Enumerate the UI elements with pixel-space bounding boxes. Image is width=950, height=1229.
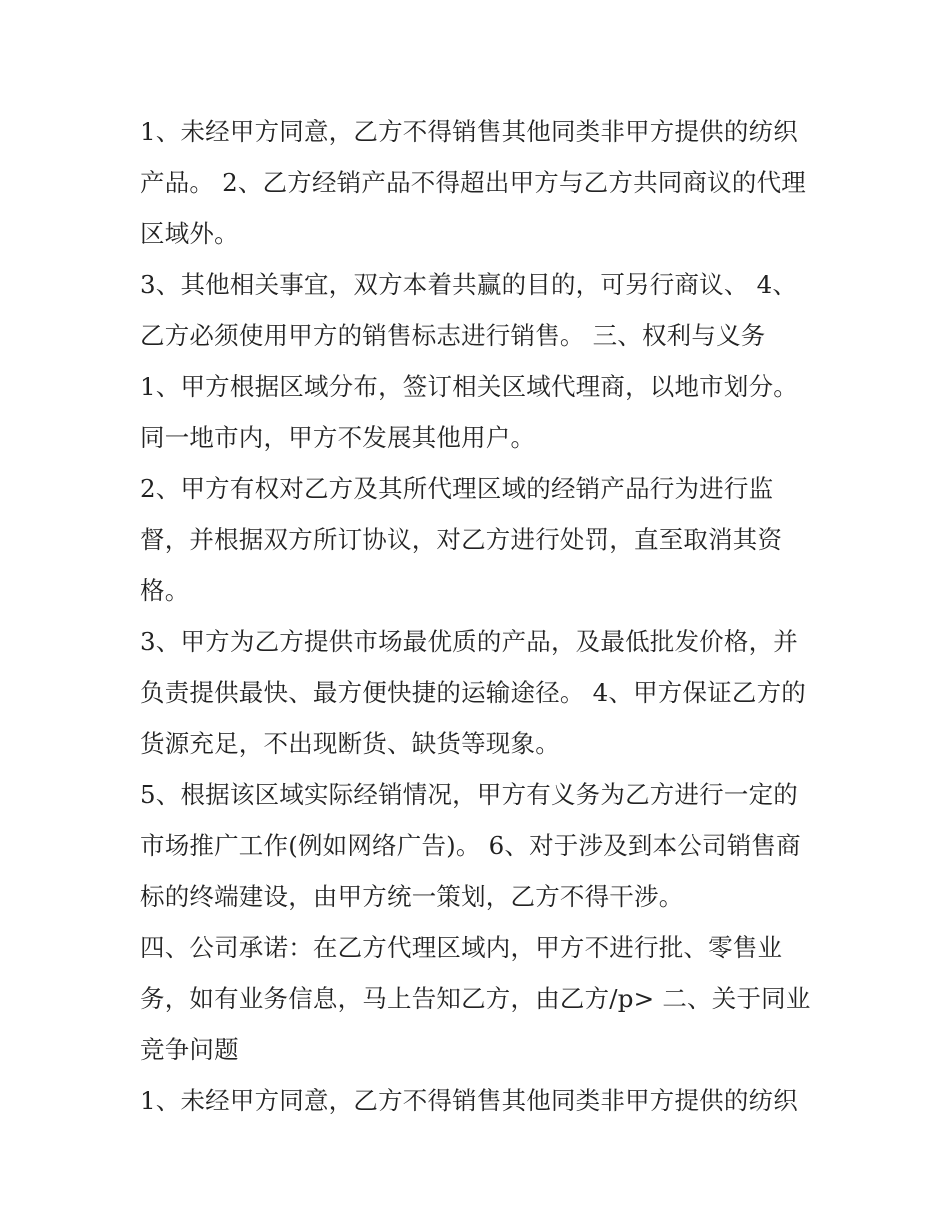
text-line: 督，并根据双方所订协议，对乙方进行处罚，直至取消其资: [140, 525, 783, 554]
document-body: [140, 106, 820, 1126]
text-line: 标的终端建设，由甲方统一策划，乙方不得干涉。: [140, 882, 684, 911]
text-line: 区域外。: [140, 219, 239, 248]
text-line: 负责提供最快、最方便快捷的运输途径。 4、甲方保证乙方的: [140, 678, 806, 707]
text-line: 2、甲方有权对乙方及其所代理区域的经销产品行为进行监: [140, 474, 774, 503]
text-line: 务，如有业务信息，马上告知乙方，由乙方/p> 二、关于同业: [140, 984, 811, 1013]
text-line: 市场推广工作(例如网络广告)。 6、对于涉及到本公司销售商: [140, 831, 801, 860]
text-line: 1、未经甲方同意，乙方不得销售其他同类非甲方提供的纺织: [140, 1086, 798, 1115]
text-line: 产品。 2、乙方经销产品不得超出甲方与乙方共同商议的代理: [140, 168, 806, 197]
text-line: 3、其他相关事宜，双方本着共赢的目的，可另行商议、 4、: [140, 270, 798, 299]
text-line: 1、未经甲方同意，乙方不得销售其他同类非甲方提供的纺织: [140, 117, 798, 146]
text-line: 货源充足，不出现断货、缺货等现象。: [140, 729, 560, 758]
text-line: 四、公司承诺：在乙方代理区域内，甲方不进行批、零售业: [140, 933, 783, 962]
text-line: 3、甲方为乙方提供市场最优质的产品，及最低批发价格，并: [140, 627, 798, 656]
text-line: 格。: [140, 576, 190, 605]
text-line: 竞争问题: [140, 1035, 239, 1064]
text-line: 1、甲方根据区域分布，签订相关区域代理商，以地市划分。: [140, 372, 798, 401]
text-line: 乙方必须使用甲方的销售标志进行销售。 三、权利与义务: [140, 321, 766, 350]
text-line: 同一地市内，甲方不发展其他用户。: [140, 423, 536, 452]
text-line: 5、根据该区域实际经销情况，甲方有义务为乙方进行一定的: [140, 780, 798, 809]
